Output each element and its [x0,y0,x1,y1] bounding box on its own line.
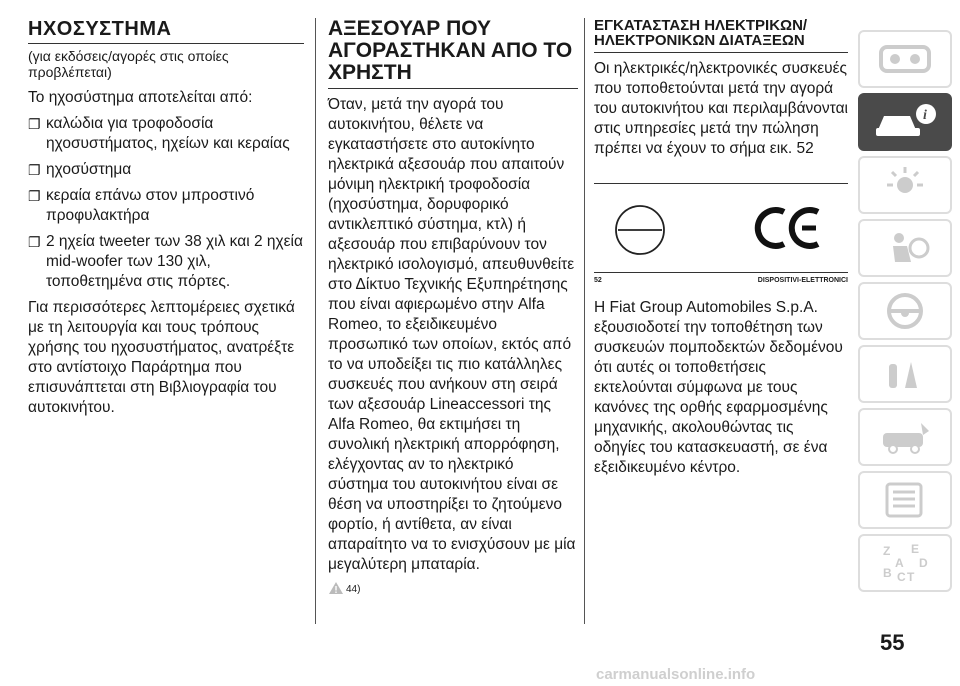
tab-warning-lights[interactable] [858,156,952,214]
checkbox-bullet-icon: ❐ [28,188,41,204]
body-paragraph: Η Fiat Group Automobiles S.p.A. εξουσιοδοτεί την τοποθέτηση των συσκευών πομποδεκτών δεδομένου ότι αυτές οι τοποθετήσεις εκτελούνται σύμφωνα με τους κανόνες της ορθής εφαρμοσμένης μηχανικής, ακολουθώντας τις οδηγίες του κατασκευαστή, σε ένα εξειδικευμένο κέντρο. [594,299,843,476]
svg-text:T: T [907,570,915,584]
watermark: carmanualsonline.info [596,666,756,683]
alphabet-index-icon [875,541,935,585]
tab-maintenance[interactable] [858,408,952,466]
column-divider [315,18,316,624]
figure-label: DISPOSITIVI-ELETTRONICI [757,277,848,284]
tab-emergency[interactable] [858,345,952,403]
section-title: ΕΓΚΑΤΑΣΤΑΣΗ ΗΛΕΚΤΡΙΚΩΝ/ΗΛΕΚΤΡΟΝΙΚΩΝ ΔΙΑΤΑΞΕΩΝ [594,18,848,53]
body-paragraph: Οι ηλεκτρικές/ηλεκτρονικές συσκευές που τοποθετούνται μετά την αγορά του αυτοκινήτου και περιλαμβάνονται στις υπηρεσίες μετά την πώληση πρέπει να έχουν το σήμα εικ. 52 [594,60,848,157]
svg-text:Z: Z [883,544,891,558]
intro-text: Το ηχοσύστημα αποτελείται από: [28,89,253,106]
airbag-safety-icon [875,228,935,268]
svg-text:C: C [897,570,906,584]
list-item: ❐ ηχοσύστημα [28,161,132,178]
tab-car-info[interactable] [858,93,952,151]
car-dashboard-icon [875,39,935,79]
column-electrical-devices [594,18,848,484]
column-sound-system [28,18,304,424]
section-title: ΗΧΟΣΥΣΤΗΜΑ [28,18,304,44]
svg-text:A: A [895,556,904,570]
warning-light-icon [875,165,935,205]
list-item: ❐ 2 ηχεία tweeter των 38 χιλ και 2 ηχεία mid-woofer των 130 χιλ, τοποθετημένα στις πόρτες. [28,233,303,290]
car-info-icon [870,100,940,144]
svg-text:E: E [911,542,920,556]
svg-text:i: i [923,108,927,123]
tab-dashboard[interactable] [858,30,952,88]
tab-specifications[interactable] [858,471,952,529]
figure-marks [594,183,848,273]
figure-number: 52 [594,277,602,284]
tab-safety[interactable] [858,219,952,277]
page-number: 55 [880,630,905,655]
list-item: ❐ καλώδια για τροφοδοσία ηχοσυστήματος, ηχείων και κεραίας [28,115,290,152]
column-divider [584,18,585,624]
warning-note-ref[interactable]: 44) [328,581,578,595]
svg-text:D: D [919,556,928,570]
list-item: ❐ κεραία επάνω στον μπροστινό προφυλακτήρα [28,187,255,224]
column-accessories [328,18,578,595]
body-paragraph: Για περισσότερες λεπτομέρειες σχετικά με τη λειτουργία και τους τρόπους χρήσης του ηχοσυστήματος, ανατρέξτε στο αντίστοιχο Παράρτημα που επισυνάπτεται στη Βιβλιογραφία του αυτοκινήτου. [28,299,295,416]
svg-text:B: B [883,566,892,580]
warning-triangle-icon [328,581,344,595]
emergency-tools-icon [875,354,935,394]
section-subtitle: (για εκδόσεις/αγορές στις οποίες προβλέπεται) [28,48,229,80]
steering-wheel-icon [875,291,935,331]
body-paragraph: Όταν, μετά την αγορά του αυτοκινήτου, θέλετε να εγκαταστήσετε στο αυτοκίνητο ηλεκτρικά αξεσουάρ που απαιτούν μόνιμη ηλεκτρική τροφοδοσία (ηχοσύστημα, δορυφορικό αντικλεπτικό σύστημα, κτλ) ή αξεσουάρ που επιβαρύνουν τον ηλεκτρικό ισολογισμό, απευθυνθείτε στο Δίκτυο Τεχνικής Εξυπηρέτησης που είναι αφιερωμένο στην Alfa Romeo, το εξειδικευμένο προσωπικό των οποίων, εκτός από το να υποδείξει τις πιο κατάλληλες συσκευές που ανήκουν στη σειρά των αξεσουάρ Lineaccessori της Alfa Romeo, θα εκτιμήσει τη συνολική ηλεκτρική απορρόφηση, ελέγχοντας αν το ηλεκτρικό σύστημα του αυτοκινήτου είναι σε θέση να υποστηρίξει το ζητούμενο φορτίο, ή αντίθετα, αν είναι απαραίτητο να το ενισχύσουν με μία μεγαλύτερη μπαταρία. [328,96,576,573]
e-mark-icon [610,200,670,260]
section-title: ΑΞΕΣΟΥΑΡ ΠΟΥ ΑΓΟΡΑΣΤΗΚΑΝ ΑΠΟ ΤΟ ΧΡΗΣΤΗ [328,18,578,89]
checkbox-bullet-icon: ❐ [28,162,41,178]
checkbox-bullet-icon: ❐ [28,234,41,250]
chapter-index-sidebar [858,30,954,597]
specifications-list-icon [875,480,935,520]
maintenance-car-icon [875,417,935,457]
figure-caption [594,277,848,284]
tab-index[interactable] [858,534,952,592]
checkbox-bullet-icon: ❐ [28,116,41,132]
tab-starting-driving[interactable] [858,282,952,340]
ce-mark-icon [754,206,824,250]
